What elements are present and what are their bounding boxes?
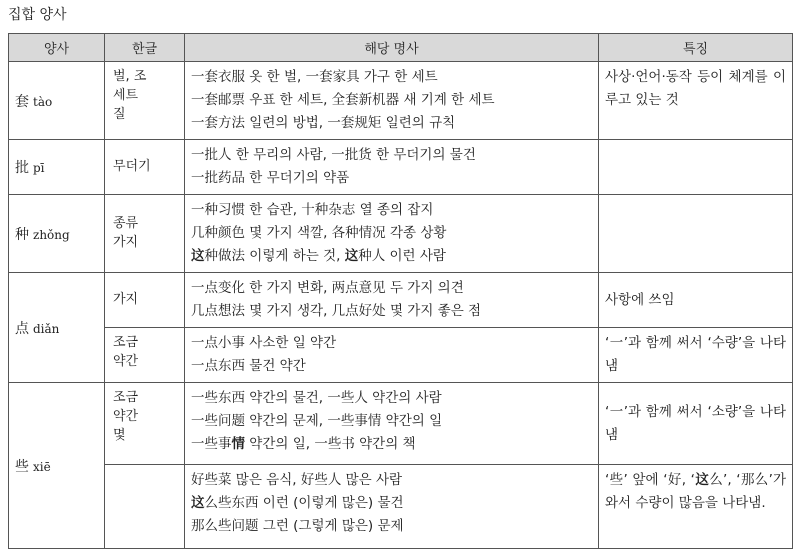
classifier-char: 种: [15, 226, 29, 243]
noun-text: 种做法 이렇게 하는 것,: [204, 248, 345, 264]
korean-cell: [105, 140, 185, 195]
korean-meaning: 종류: [113, 216, 139, 231]
korean-meaning: 가지: [113, 235, 139, 250]
classifier-table: [8, 33, 793, 549]
nouns-cell: [185, 140, 599, 195]
nouns-cell: [185, 328, 599, 383]
korean-meaning: 질: [113, 107, 126, 122]
korean-meaning: 무더기: [113, 159, 151, 174]
korean-meaning: 몇: [113, 428, 126, 443]
korean-cell: [105, 195, 185, 273]
nouns-cell: [185, 383, 599, 465]
pinyin: zhǒng: [33, 227, 70, 242]
korean-meaning: 조금: [113, 390, 139, 405]
feature-text: ‘些’ 앞에 ‘好, ‘: [605, 472, 695, 488]
table-row: [9, 62, 793, 140]
emphasis: 这: [694, 472, 710, 488]
noun-text: 么些东西 이런 (이렇게 많은) 물건: [204, 495, 404, 511]
header-classifier: 양사: [9, 34, 105, 62]
korean-cell: [105, 383, 185, 465]
classifier-char: 套: [15, 93, 29, 110]
feature-cell: ‘一’과 함께 써서 ‘소량’을 나타냄: [599, 383, 793, 465]
emphasis: 这: [191, 495, 205, 511]
feature-text: 么’, ‘那么’가 와서 수량이 많음을 나타냄.: [605, 472, 786, 511]
header-korean: 한글: [105, 34, 185, 62]
noun-text: 一些事: [191, 436, 232, 452]
classifier-cell: [9, 195, 105, 273]
classifier-cell: [9, 273, 105, 383]
noun-text: 种人 이런 사람: [358, 248, 446, 264]
classifier-char: 批: [15, 160, 29, 176]
pinyin: xiē: [33, 459, 51, 474]
noun-example: 几种颜色 몇 가지 색깔, 各种情况 각종 상황: [191, 225, 447, 241]
noun-example: 一些问题 약간의 문제, 一些事情 약간의 일: [191, 413, 443, 429]
nouns-cell: [185, 273, 599, 328]
header-nouns: 해당 명사: [185, 34, 599, 62]
noun-example: 一种习惯 한 습관, 十种杂志 열 종의 잡지: [191, 202, 434, 218]
noun-example: 一套衣服 옷 한 벌, 一套家具 가구 한 세트: [191, 69, 438, 85]
korean-meaning: 벌, 조: [113, 69, 147, 84]
table-row: [9, 195, 793, 273]
nouns-cell: [185, 465, 599, 549]
feature-cell: [599, 465, 793, 549]
noun-example: [191, 245, 592, 268]
noun-example: 一点东西 물건 약간: [191, 358, 306, 374]
noun-example: [191, 433, 592, 456]
pinyin: pī: [33, 161, 45, 175]
table-row: [9, 273, 793, 328]
korean-cell: [105, 328, 185, 383]
emphasis: 这: [344, 248, 359, 264]
korean-cell: [105, 465, 185, 549]
nouns-cell: [185, 62, 599, 140]
korean-meaning: 가지: [113, 292, 139, 307]
classifier-cell: [9, 140, 105, 195]
noun-example: 一些东西 약간의 물건, 一些人 약간의 사람: [191, 390, 442, 406]
table-row: [9, 383, 793, 465]
pinyin: diǎn: [33, 321, 60, 336]
noun-example: 好些菜 많은 음식, 好些人 많은 사람: [191, 472, 403, 488]
nouns-cell: [185, 195, 599, 273]
feature-cell: 사상·언어·동작 등이 체계를 이루고 있는 것: [599, 62, 793, 140]
noun-example: 那么些问题 그런 (그렇게 많은) 문제: [191, 518, 404, 534]
korean-meaning: 조금: [113, 335, 139, 350]
classifier-cell: [9, 383, 105, 549]
feature-cell: ‘一’과 함께 써서 ‘수량’을 나타냄: [599, 328, 793, 383]
feature-cell: [599, 140, 793, 195]
classifier-cell: [9, 62, 105, 140]
korean-meaning: 약간: [113, 354, 139, 369]
classifier-char: 点: [15, 320, 29, 337]
header-feature: 특징: [599, 34, 793, 62]
feature-cell: [599, 195, 793, 273]
classifier-char: 些: [15, 458, 29, 475]
table-row: [9, 465, 793, 549]
noun-example: [191, 492, 592, 515]
noun-example: 一点小事 사소한 일 약간: [191, 335, 337, 351]
pinyin: tào: [33, 94, 53, 109]
noun-example: 几点想法 몇 가지 생각, 几点好处 몇 가지 좋은 점: [191, 303, 482, 319]
korean-meaning: 세트: [113, 88, 139, 103]
table-header-row: [9, 34, 793, 62]
korean-meaning: 약간: [113, 409, 139, 424]
korean-cell: [105, 273, 185, 328]
noun-example: 一套方法 일련의 방법, 一套规矩 일련의 규칙: [191, 115, 456, 131]
korean-cell: [105, 62, 185, 140]
emphasis: 这: [191, 248, 205, 264]
table-row: [9, 140, 793, 195]
section-title: 집합 양사: [8, 7, 67, 23]
noun-text: 약간의 일, 一些书 약간의 책: [245, 436, 416, 452]
noun-example: 一套邮票 우표 한 세트, 全套新机器 새 기계 한 세트: [191, 92, 495, 108]
noun-example: 一点变化 한 가지 변화, 两点意见 두 가지 의견: [191, 280, 464, 296]
feature-cell: 사항에 쓰임: [599, 273, 793, 328]
emphasis: 情: [231, 436, 245, 452]
noun-example: 一批人 한 무리의 사람, 一批货 한 무더기의 물건: [191, 147, 476, 163]
noun-example: 一批药品 한 무더기의 약품: [191, 170, 350, 186]
table-row: [9, 328, 793, 383]
